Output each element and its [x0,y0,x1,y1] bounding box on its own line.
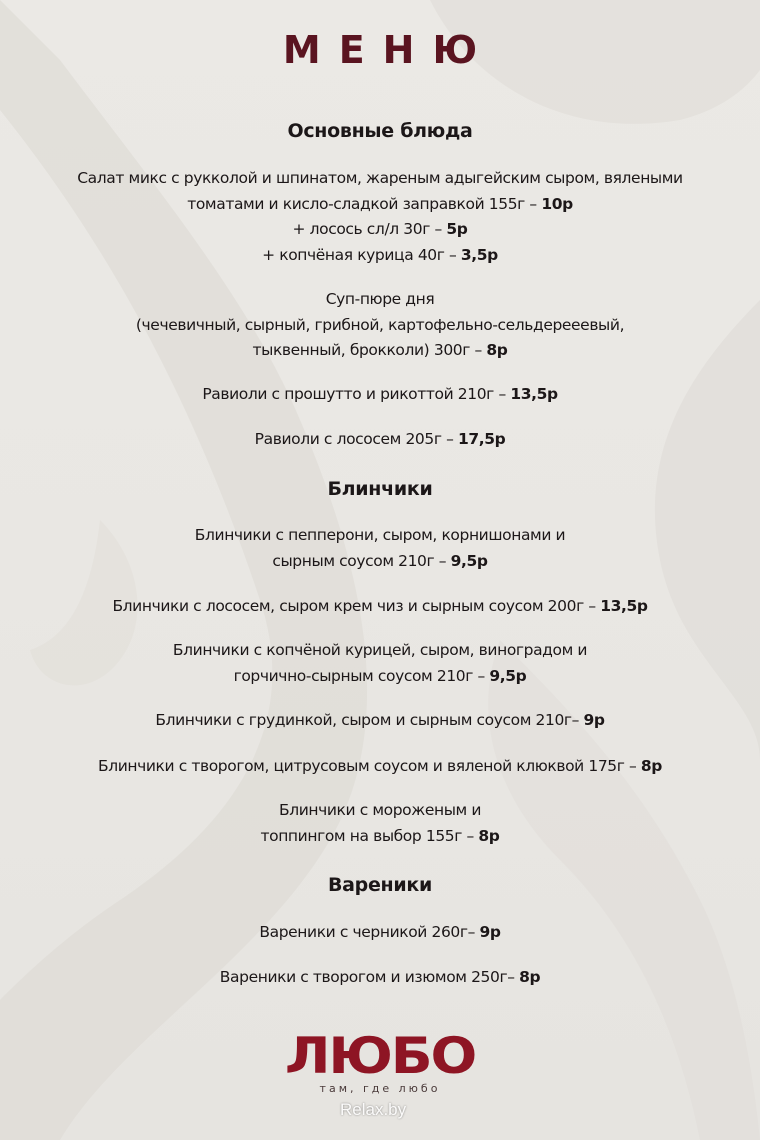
menu-item-vareniki-blueberry [0,920,760,946]
menu-item-pancake-cottage-cheese [0,754,760,780]
menu-item-pancake-salmon [0,594,760,620]
item-price: 13,5р [600,597,648,615]
item-line: Блинчики с грудинкой, сыром и сырным соусом 210г– 9р [155,711,605,729]
item-line: горчично-сырным соусом 210г – 9,5р [233,666,527,685]
item-line: Вареники с творогом и изюмом 250г– 8р [219,968,541,986]
item-line: Салат микс с рукколой и шпинатом, жареным адыгейским сыром, вялеными [77,169,683,187]
item-price: 5р [446,220,468,238]
item-line: Вареники с черникой 260г– 9р [259,923,501,941]
menu-item-pancake-chicken [0,638,760,689]
item-line: Блинчики с пепперони, сыром, корнишонами и [194,526,566,544]
logo-name: ЛЮБО [284,1027,476,1085]
item-line: сырным соусом 210г – 9,5р [272,551,488,570]
restaurant-logo [280,1028,480,1098]
item-price: 9р [583,711,605,729]
item-line: топпингом на выбор 155г – 8р [260,826,500,845]
item-line: + лосось сл/л 30г – 5р [292,220,468,238]
item-line: тыквенный, брокколи) 300г – 8р [252,341,508,359]
logo-tagline: там, где любо [319,1082,441,1095]
item-line: Суп-пюре дня [325,290,435,308]
menu-item-ravioli-salmon [0,427,760,453]
menu-item-vareniki-cottage-cheese [0,965,760,991]
item-line: + копчёная курица 40г – 3,5р [262,245,498,264]
menu-item-salad [0,166,760,268]
item-price: 9,5р [450,551,488,570]
item-line: Блинчики с копчёной курицей, сыром, виноградом и [172,641,588,659]
item-line: Равиоли с лососем 205г – 17,5р [254,430,506,448]
item-line: Блинчики с лососем, сыром крем чиз и сырным соусом 200г – 13,5р [112,597,648,615]
item-price: 13,5р [510,385,558,403]
item-line: Равиоли с прошутто и рикоттой 210г – 13,5р [202,385,558,403]
item-price: 8р [519,968,541,986]
item-price: 10р [541,194,573,213]
section-heading-vareniki: Вареники [327,874,433,896]
menu-item-soup [0,287,760,364]
menu-item-pancake-ice-cream [0,798,760,849]
section-heading-pancakes: Блинчики [327,478,433,500]
item-line: томатами и кисло-сладкой заправкой 155г – 10р [187,194,573,213]
menu-item-ravioli-prosciutto [0,382,760,408]
menu-item-pancake-brisket [0,708,760,734]
section-heading-main-dishes: Основные блюда [287,120,473,142]
item-line: Блинчики с творогом, цитрусовым соусом и вяленой клюквой 175г – 8р [97,757,663,775]
item-price: 9р [479,923,501,941]
item-price: 17,5р [457,430,506,448]
menu-title: МЕНЮ [282,28,496,72]
menu-item-pancake-pepperoni [0,523,760,574]
item-price: 8р [640,757,663,775]
item-price: 3,5р [460,245,498,264]
item-line: Блинчики с мороженым и [278,801,482,819]
site-watermark: Relax.by [340,1100,407,1119]
item-line: (чечевичный, сырный, грибной, картофельно-сельдерееевый, [135,315,625,334]
item-price: 9,5р [489,666,527,685]
item-price: 8р [478,826,500,845]
item-price: 8р [486,341,508,359]
